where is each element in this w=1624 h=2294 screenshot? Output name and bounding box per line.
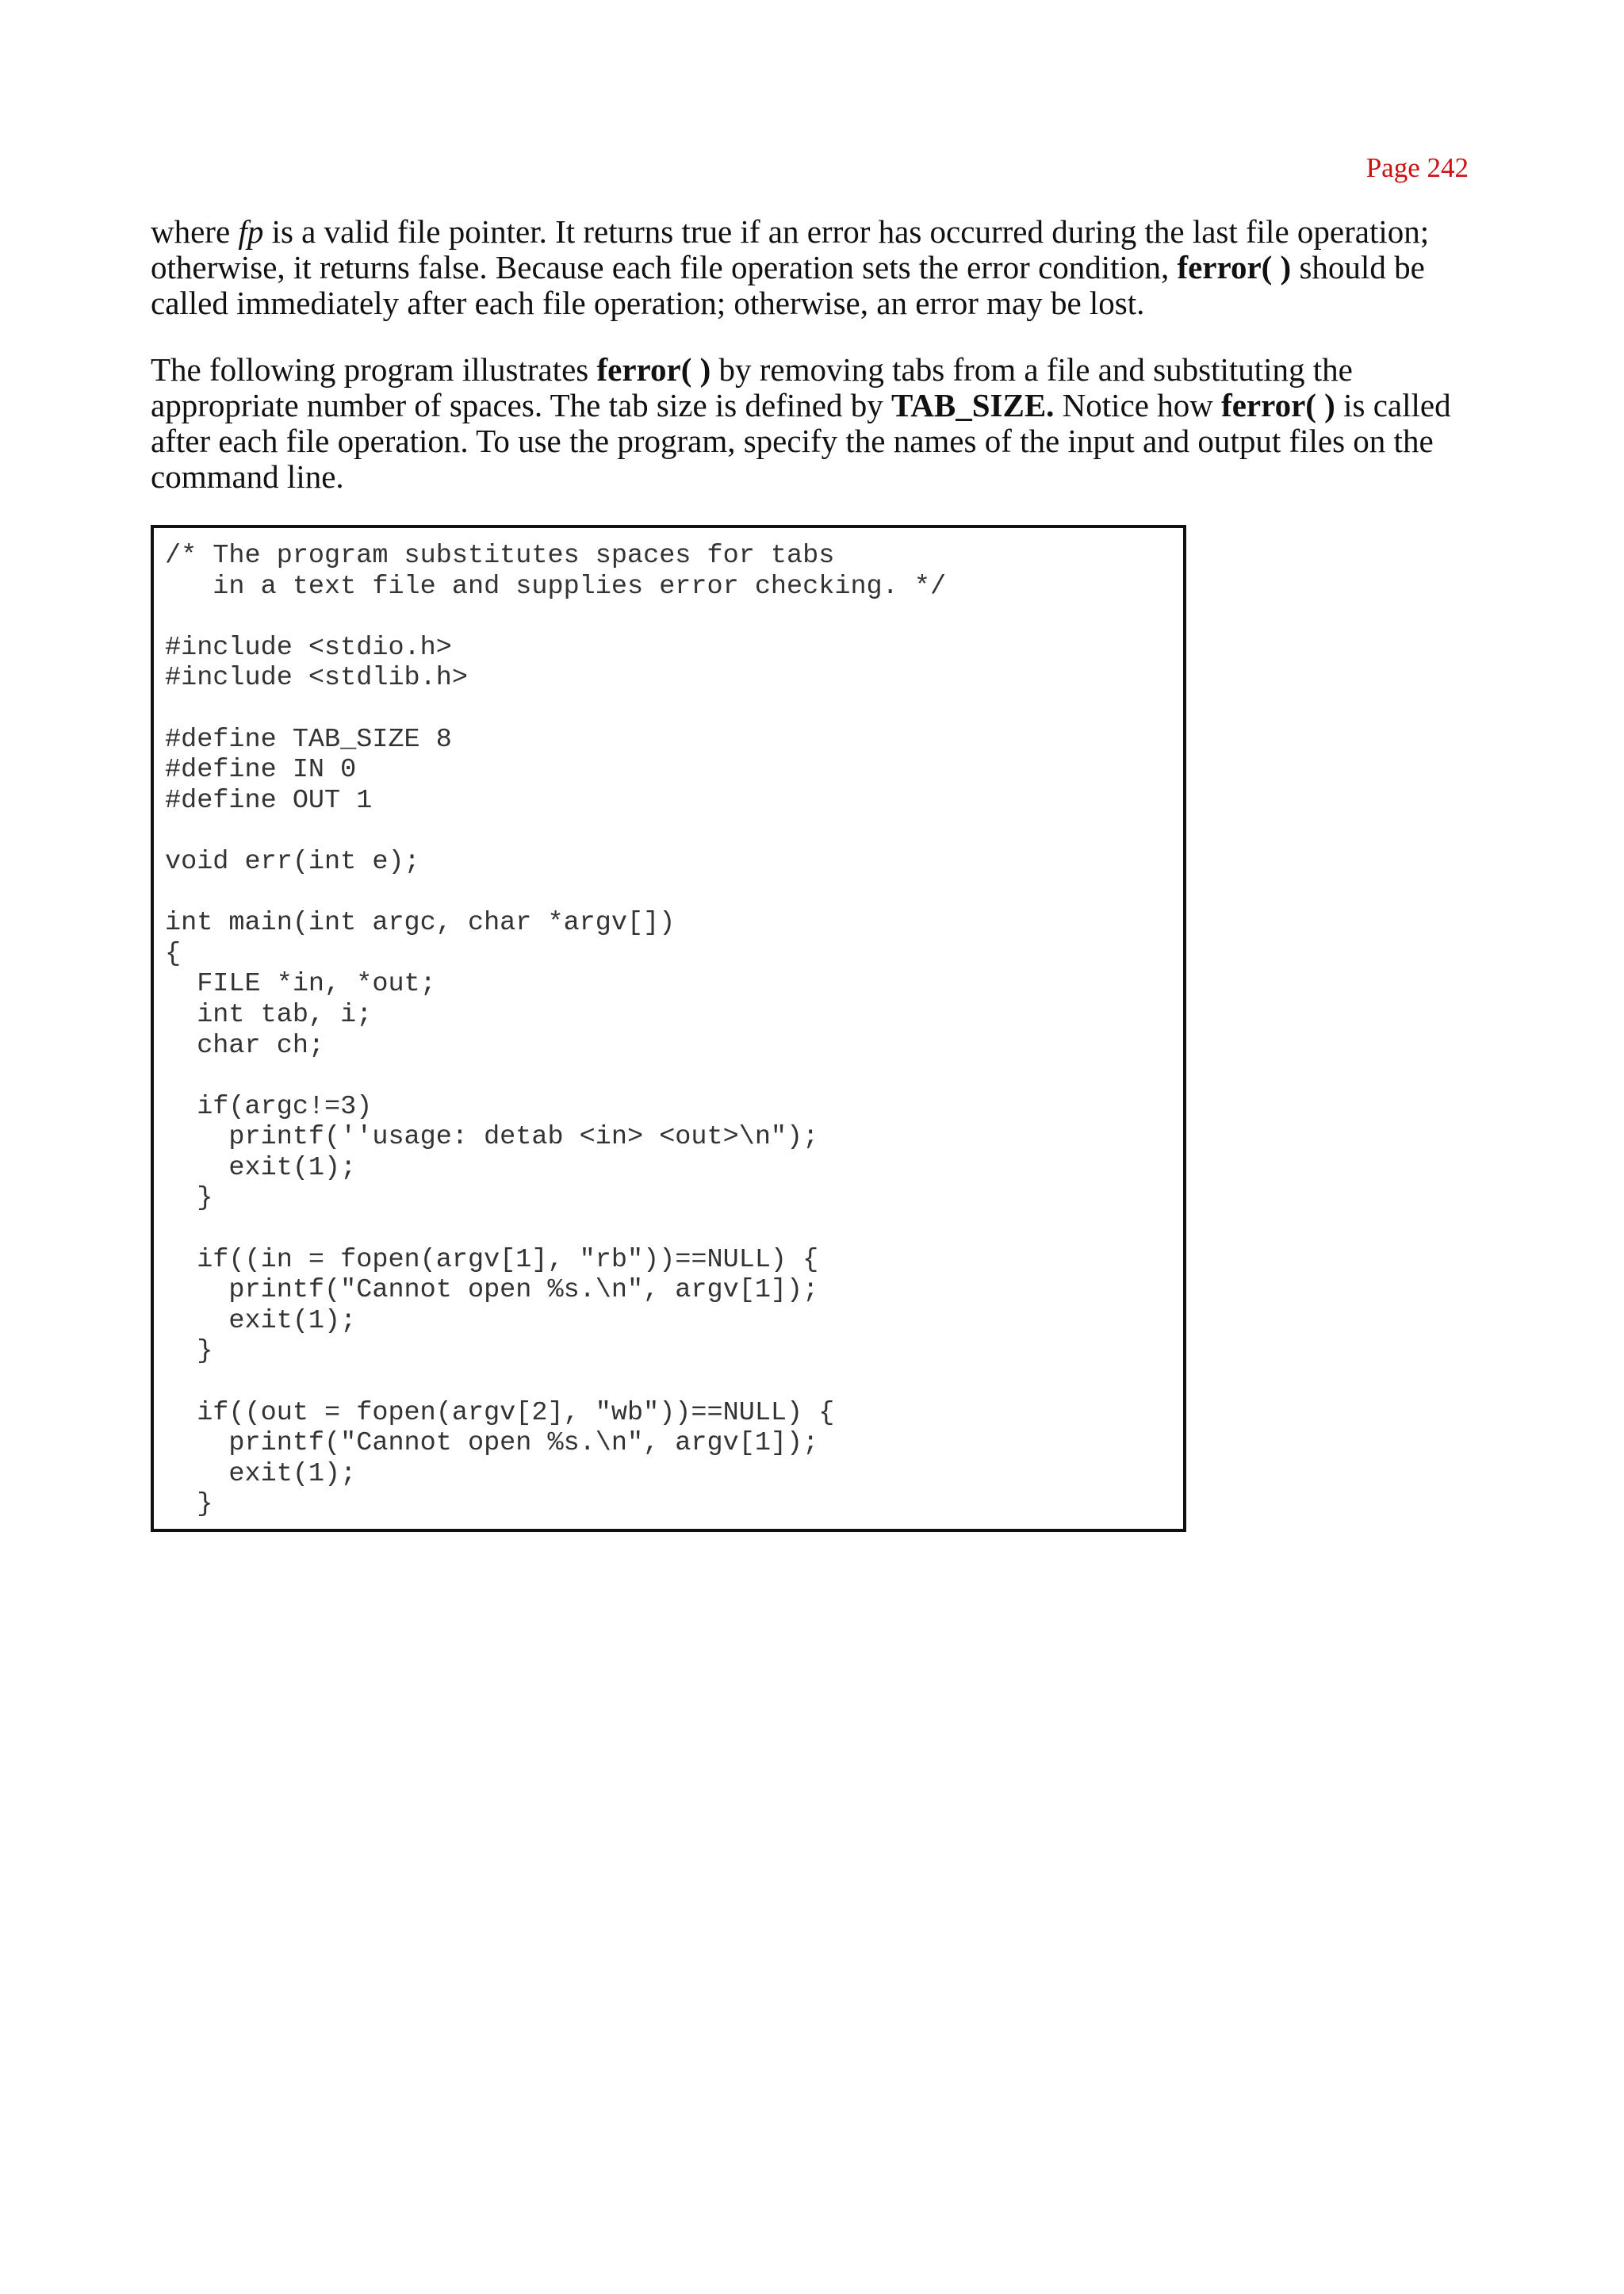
text-segment: by removing tabs from a file and substituting the appropriate number of spaces. The tab size is defined by	[151, 351, 1353, 423]
page-number: Page 242	[1365, 152, 1469, 183]
text-segment: should be called immediately after each file operation; otherwise, an error may be lost.	[151, 249, 1425, 321]
tab-size-bold: TAB_SIZE.	[891, 387, 1055, 423]
ferror-bold: ferror( )	[596, 351, 711, 388]
text-segment: is called after each file operation. To use the program, specify the names of the input and output files on the command line.	[151, 387, 1451, 495]
fp-italic: fp	[238, 213, 264, 250]
ferror-bold: ferror( )	[1221, 387, 1335, 423]
ferror-bold: ferror( )	[1177, 249, 1292, 285]
paragraph-ferror-description	[151, 214, 1483, 321]
paragraph-program-intro	[151, 352, 1483, 495]
text-segment: where	[151, 213, 239, 250]
code-listing-box	[151, 525, 1186, 1532]
text-segment: The following program illustrates	[151, 351, 597, 388]
code-listing: /* The program substitutes spaces for tabs in a text file and supplies error checking. */ #include <stdio.h> #include <stdlib.h> #define TAB_SIZE 8 #define IN 0 #define OUT 1 void err(int e); int main(int argc, char *argv[]) { FILE *in, *out; int tab, i; char ch; if(argc!=3) printf(''usage: detab <in> <out>\n"); exit(1); } if((in = fopen(argv[1], "rb"))==NULL) { printf("Cannot open %s.\n", argv[1]); exit(1); } if((out = fopen(argv[2], "wb"))==NULL) { printf("Cannot open %s.\n", argv[1]); exit(1); }	[165, 541, 947, 1520]
text-segment: Notice how	[1054, 387, 1222, 423]
text-segment: is a valid file pointer. It returns true if an error has occurred during the last file operation; otherwise, it returns false. Because each file operation sets the error condition,	[151, 213, 1430, 285]
